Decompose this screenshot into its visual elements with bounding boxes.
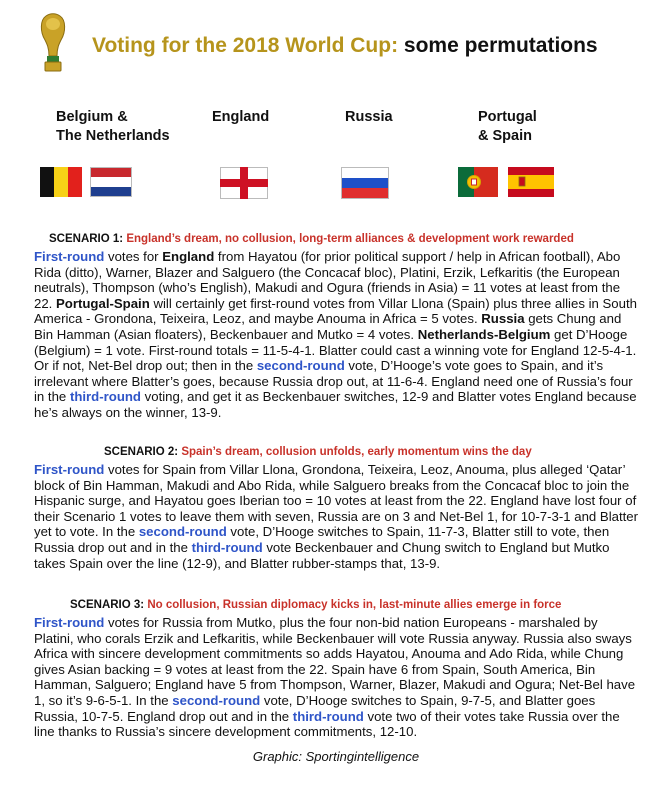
text-run: get D’Hooge (Belgium) = 1 vote. First-round totals = 11-5-4-1. Blatter could cast a winning vote for England 12-5-4-1. Or if not, Net-Bel drop out; then in the: [34, 326, 637, 374]
portugal-flag-icon: [458, 167, 498, 197]
round-label: First-round: [34, 462, 105, 477]
team-emphasis: England: [162, 249, 215, 264]
team-russia: [345, 108, 393, 127]
text-run: vote, D’Hooge switches to Spain, 9-7-5, and Blatter goes Russia, 10-7-5. England drop out and in the: [34, 692, 596, 724]
title-part-1: Voting for the 2018 World Cup:: [92, 34, 399, 57]
text-run: vote, D’Hooge’s vote goes to Spain, and it’s irrelevant where Blatter’s goes, because Russia drop out, at 11-6-4. England need one of Russia’s four in the: [34, 358, 633, 405]
round-label: second-round: [138, 524, 227, 540]
title-part-2: some permutations: [403, 34, 598, 57]
text-run: votes for Russia from Mutko, plus the four non-bid nation Europeans - marshaled by Platini, who corals Erzik and Lefkaritis, while Beckenbauer will vote Russia anyway. Russia also sways Africa with sincere development commitments so adds Hayatou, Anouma and Ado Rida, while Chung gives Asian backing = 9 votes at least from the 22. Spain have 6 from Spain, South America, Bin Hamman, Salguero; England have 5 from Thompson, Warner, Blazer, Makudi and Ogura; Net-Bel have 1, so it’s 9-6-5-1. In the: [34, 615, 636, 708]
scenario-3-text: [34, 615, 640, 740]
netherlands-flag-icon: [90, 167, 132, 197]
england-flag-icon: [220, 167, 268, 197]
text-run: vote Beckenbauer and Chung switch to England but Mutko takes Spain over the line (12-9), and Blatter rubber-stamps that, 13-9.: [34, 539, 610, 571]
team-england: [212, 108, 269, 127]
scenario-subtitle: England’s dream, no collusion, long-term alliances & development work rewarded: [126, 233, 574, 245]
text-run: votes for Spain from Villar Llona, Grondona, Teixeira, Leoz, Anouma, plus alleged ‘Qatar’ block of Bin Hamman, Makudi and Abo Rida, while Salguero breaks from the Concacaf bloc to join the Hispanic surge, and Hayatou goes Iberian too = 10 votes at least from the 22. England have lost four of their Scenario 1 votes to leave them with seven, Russia are on 3 and Net-Bel 1, for 10-7-3-1 and Blatter yet to vote. In the: [34, 462, 639, 540]
round-label: third-round: [191, 539, 263, 555]
team-line: Portugal: [478, 109, 537, 125]
text-run: voting, and get it as Beckenbauer switches, 12-9 and Blatter votes England because he’s always on the winner, 13-9.: [34, 389, 637, 420]
team-emphasis: Netherlands-Belgium: [417, 326, 551, 342]
scenario-label: SCENARIO 2:: [104, 446, 179, 458]
page-title: [92, 34, 598, 58]
scenario-subtitle: No collusion, Russian diplomacy kicks in, last-minute allies emerge in force: [147, 599, 562, 611]
round-label: second-round: [256, 358, 345, 374]
team-line: Russia: [345, 109, 393, 125]
team-line: The Netherlands: [56, 128, 170, 144]
team-belgium-netherlands: [56, 108, 170, 146]
team-line: England: [212, 109, 270, 125]
text-run: vote two of their votes take Russia over the line thanks to Russia’s sincere development commitments, 12-10.: [34, 708, 620, 740]
round-label: third-round: [69, 389, 141, 405]
team-emphasis: Russia: [481, 311, 525, 327]
round-label: First-round: [34, 615, 105, 630]
scenario-label: SCENARIO 1:: [49, 233, 124, 245]
text-run: vote, D’Hooge switches to Spain, 11-7-3, Blatter still to vote, then Russia drop out and in the: [34, 524, 610, 555]
team-emphasis: Portugal-Spain: [56, 295, 150, 311]
text-run: votes for: [104, 249, 163, 264]
text-run: gets Chung and Bin Hamman (Asian floaters), Beckenbauer and Mutko = 4 votes.: [34, 311, 622, 342]
scenario-1-text: [34, 249, 640, 421]
world-cup-trophy-icon: [36, 12, 70, 74]
scenario-2-text: [34, 462, 640, 571]
scenario-subtitle: Spain’s dream, collusion unfolds, early momentum wins the day: [181, 446, 532, 458]
round-label: second-round: [172, 692, 261, 708]
round-label: third-round: [292, 708, 364, 724]
russia-flag-icon: [341, 167, 389, 197]
spain-flag-icon: [508, 167, 554, 197]
scenario-3-heading: [70, 599, 561, 611]
round-label: First-round: [34, 249, 105, 264]
text-run: will certainly get first-round votes from Villar Llona (Spain) plus three allies in South America - Grondona, Teixeira, Leoz, and maybe Anouma in Africa = 5 votes.: [34, 295, 637, 327]
graphic-credit: Graphic: Sportingintelligence: [252, 749, 420, 764]
scenario-label: SCENARIO 3:: [70, 599, 145, 611]
belgium-flag-icon: [40, 167, 82, 197]
team-line: Belgium &: [56, 109, 128, 125]
scenario-1-heading: [49, 233, 574, 245]
team-line: & Spain: [478, 128, 532, 144]
team-portugal-spain: [478, 108, 537, 146]
text-run: from Hayatou (for prior political support / help in African football), Abo Rida (ditto), Warner, Blazer and Salguero (the Concacaf bloc), Platini, Erzik, Lefkaritis (the European neutrals), Thompson (who’s English), Makudi and Ogura (friends in Asia) = 11 votes at least from the 22.: [34, 249, 621, 311]
scenario-2-heading: [104, 446, 532, 458]
